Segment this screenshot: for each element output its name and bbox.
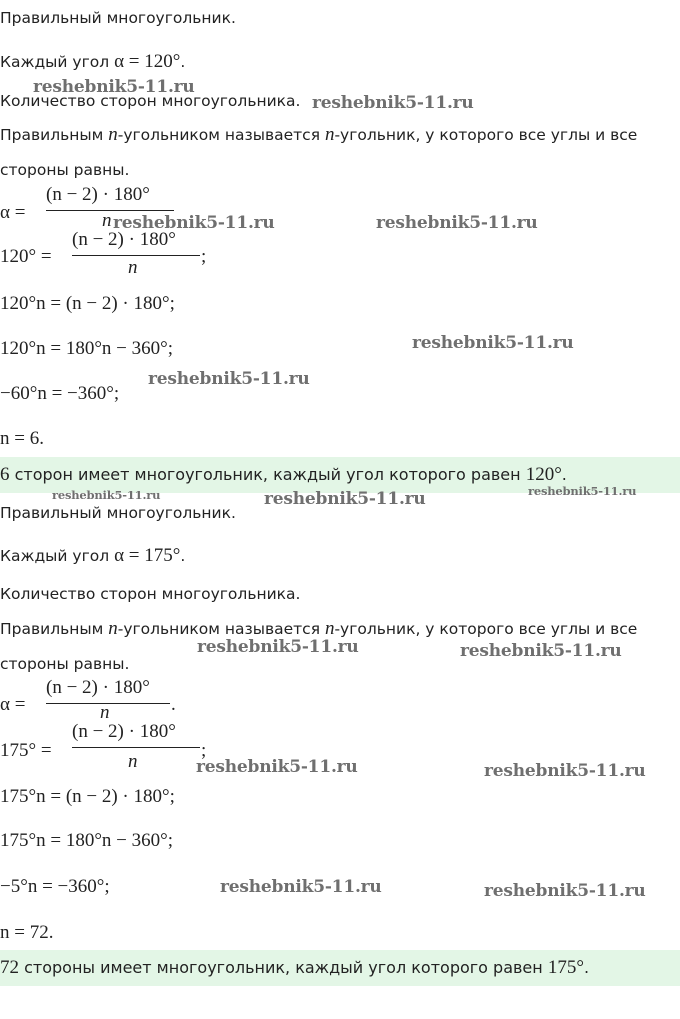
fraction-bar xyxy=(72,747,200,748)
answer-2-body: стороны имеет многоугольник, каждый угол которого равен xyxy=(19,958,548,977)
eq1-2-lhs: 175° = xyxy=(0,740,52,761)
watermark: reshebnik5-11.ru xyxy=(412,333,574,353)
definition-2 xyxy=(0,619,637,639)
answer-1-body: сторон имеет многоугольник, каждый угол которого равен xyxy=(9,465,526,484)
eq1-1-denominator: n xyxy=(128,257,138,278)
find-2: Количество сторон многоугольника. xyxy=(0,585,301,603)
given-1-math: α = 120° xyxy=(114,51,181,72)
watermark: reshebnik5-11.ru xyxy=(528,484,637,498)
given-1-prefix: Каждый угол xyxy=(0,53,115,71)
formula-1-lhs: α = xyxy=(0,202,26,223)
answer-2-angle: 175° xyxy=(547,957,584,978)
watermark: reshebnik5-11.ru xyxy=(113,213,275,233)
eq2-2: 175°n = (n − 2) · 180°; xyxy=(0,786,175,807)
fraction-bar xyxy=(72,255,200,256)
given-1 xyxy=(0,52,185,72)
watermark: reshebnik5-11.ru xyxy=(460,641,622,661)
formula-2-end: . xyxy=(171,694,176,715)
def-1-a: Правильным xyxy=(0,126,109,144)
given-2-math: α = 175° xyxy=(114,545,181,566)
given-1-suffix: . xyxy=(180,53,186,71)
eq1-2-numerator: (n − 2) · 180° xyxy=(72,721,176,742)
answer-2-end: . xyxy=(583,958,590,977)
definition-1 xyxy=(0,125,637,145)
heading-1: Правильный многоугольник. xyxy=(0,9,236,27)
def-1-b: -угольником называется xyxy=(117,126,325,144)
heading-2: Правильный многоугольник. xyxy=(0,504,236,522)
formula-2-fraction xyxy=(46,677,176,727)
answer-1-text xyxy=(0,464,567,486)
answer-2-num: 72 xyxy=(0,957,19,978)
answer-2 xyxy=(0,950,680,986)
formula-2-denominator: n xyxy=(100,702,110,723)
watermark: reshebnik5-11.ru xyxy=(312,93,474,113)
def-1-n1: n xyxy=(108,124,118,145)
formula-1-numerator: (n − 2) · 180° xyxy=(46,184,150,205)
def-2-b: -угольником называется xyxy=(117,620,325,638)
watermark: reshebnik5-11.ru xyxy=(264,489,426,509)
eq1-1-numerator: (n − 2) · 180° xyxy=(72,229,176,250)
formula-1-denominator: n xyxy=(102,210,112,231)
watermark: reshebnik5-11.ru xyxy=(52,488,161,502)
def-2-n1: n xyxy=(108,618,118,639)
eq2-1: 120°n = (n − 2) · 180°; xyxy=(0,293,175,314)
answer-1-num: 6 xyxy=(0,464,10,485)
watermark: reshebnik5-11.ru xyxy=(197,637,359,657)
answer-1-end: . xyxy=(561,465,567,484)
given-2 xyxy=(0,546,185,566)
watermark: reshebnik5-11.ru xyxy=(148,369,310,389)
answer-1-angle: 120° xyxy=(525,464,562,485)
eq1-1-lhs: 120° = xyxy=(0,246,52,267)
definition-1-line2: стороны равны. xyxy=(0,161,130,179)
def-2-c: -угольник, у которого все углы и все xyxy=(334,620,638,638)
eq1-2-fraction xyxy=(72,721,202,771)
watermark: reshebnik5-11.ru xyxy=(33,77,195,97)
eq4-1: −60°n = −360°; xyxy=(0,383,120,404)
eq3-2: 175°n = 180°n − 360°; xyxy=(0,830,174,851)
eq1-1-end: ; xyxy=(201,246,207,267)
watermark: reshebnik5-11.ru xyxy=(484,881,646,901)
watermark: reshebnik5-11.ru xyxy=(220,877,382,897)
answer-2-text xyxy=(0,957,589,979)
watermark: reshebnik5-11.ru xyxy=(484,761,646,781)
given-2-suffix: . xyxy=(180,547,186,565)
def-2-a: Правильным xyxy=(0,620,109,638)
watermark: reshebnik5-11.ru xyxy=(196,757,358,777)
eq3-1: 120°n = 180°n − 360°; xyxy=(0,338,174,359)
def-1-n2: n xyxy=(324,124,335,145)
eq4-2: −5°n = −360°; xyxy=(0,876,110,897)
formula-2-lhs: α = xyxy=(0,694,26,715)
formula-2-numerator: (n − 2) · 180° xyxy=(46,677,150,698)
eq5-2: n = 72. xyxy=(0,922,54,943)
eq5-1: n = 6. xyxy=(0,428,44,449)
def-2-n2: n xyxy=(324,618,335,639)
eq1-2-denominator: n xyxy=(128,751,138,772)
eq1-1-fraction xyxy=(72,229,202,279)
definition-2-line2: стороны равны. xyxy=(0,655,130,673)
watermark: reshebnik5-11.ru xyxy=(376,213,538,233)
given-2-prefix: Каждый угол xyxy=(0,547,115,565)
eq1-2-end: ; xyxy=(201,740,207,761)
def-1-c: -угольник, у которого все углы и все xyxy=(334,126,638,144)
find-1: Количество сторон многоугольника. xyxy=(0,92,301,110)
